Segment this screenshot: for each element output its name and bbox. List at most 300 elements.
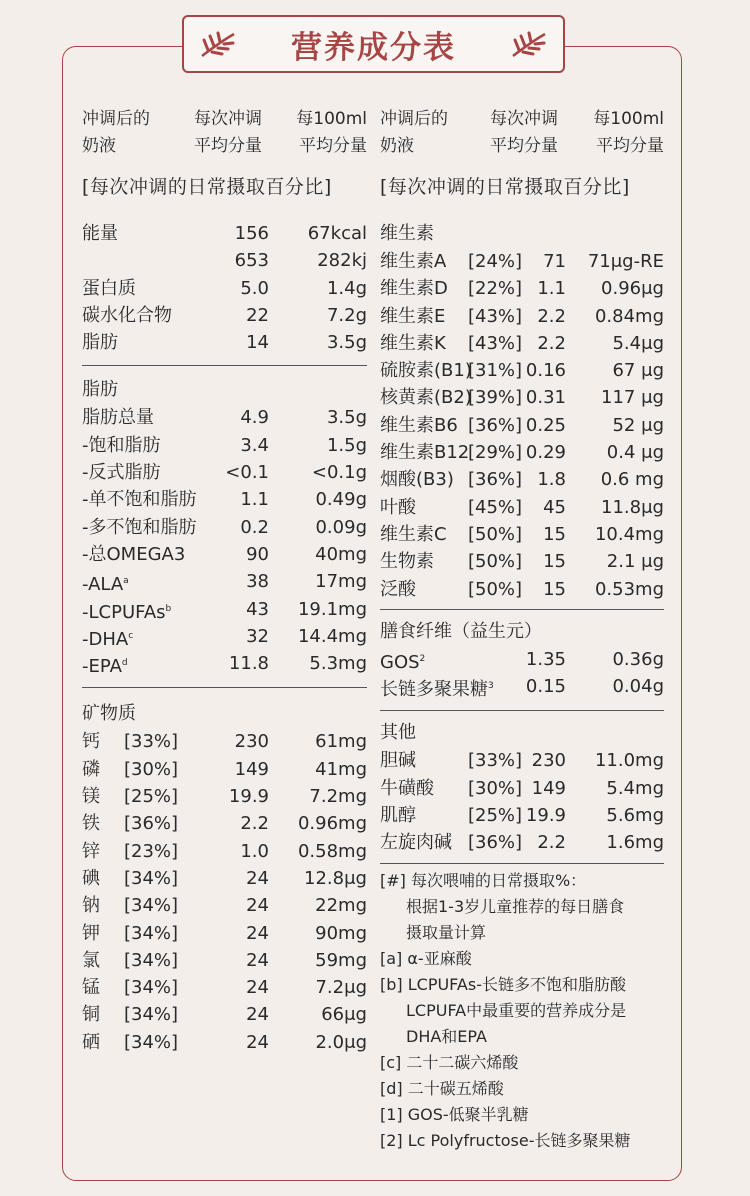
per-100ml-value: 0.09g	[315, 516, 367, 538]
nutrient-name-text: 左旋肉碱	[380, 832, 452, 854]
per-serving-value: 22	[246, 304, 269, 326]
divider	[380, 609, 664, 610]
nutrient-name	[380, 747, 416, 774]
nutrient-name-text: 锌	[82, 840, 100, 862]
nutrient-name-text: 叶酸	[380, 496, 416, 518]
nutrient-name	[82, 974, 100, 1001]
per-serving-value: 43	[246, 598, 269, 620]
per-serving-value: 156	[234, 223, 269, 244]
nutrient-name-text: -LCPUFAs	[82, 601, 166, 623]
per-serving-value: 3.4	[240, 434, 269, 456]
table-row	[380, 275, 664, 302]
per-serving-value: 5.0	[240, 277, 269, 299]
nutrient-name-text: 能量	[82, 223, 118, 244]
per-serving-value: 1.8	[537, 469, 566, 491]
daily-percent: [36%]	[468, 832, 523, 854]
per-100ml-value: 11.8μg	[601, 496, 664, 518]
daily-percent: [22%]	[468, 278, 523, 300]
per-100ml-value: 1.5g	[326, 434, 367, 456]
nutrient-name-text: -ALA	[82, 574, 124, 596]
nutrient-name	[82, 302, 172, 329]
energy-section	[82, 220, 367, 356]
table-row	[82, 865, 367, 892]
per-100ml-value: 19.1mg	[297, 598, 367, 620]
per-serving-value: 2.2	[537, 305, 566, 327]
nutrient-name	[82, 432, 161, 459]
vitamins-list	[380, 248, 664, 603]
footnote-line: LCPUFA中最重要的营养成分是	[406, 1000, 627, 1020]
table-row	[82, 728, 367, 755]
nutrient-name	[82, 756, 100, 783]
footnote-mark: b	[165, 603, 172, 614]
table-row	[82, 920, 367, 947]
table-row	[82, 1001, 367, 1028]
table-row	[82, 247, 367, 274]
per-100ml-value: 0.04g	[612, 676, 664, 698]
nutrient-name-text: 硒	[82, 1031, 100, 1053]
table-row	[82, 486, 367, 513]
section-title: 其他	[380, 722, 416, 744]
right-column	[380, 106, 664, 1154]
table-row	[380, 466, 664, 493]
table-row	[82, 623, 367, 650]
per-serving-value: 19.9	[525, 805, 566, 827]
nutrient-name-text: 肌醇	[380, 805, 416, 827]
per-serving-value: 0.25	[525, 414, 566, 436]
nutrient-name-text: -单不饱和脂肪	[82, 489, 197, 511]
minerals-section	[82, 700, 367, 1056]
title-banner	[182, 15, 565, 73]
nutrient-name-text: 维生素B6	[380, 414, 458, 436]
table-row	[82, 541, 367, 568]
nutrient-name-text: 铁	[82, 813, 100, 835]
nutrient-name-text: 碳水化合物	[82, 304, 172, 326]
per-serving-value: 2.2	[537, 332, 566, 354]
table-row	[380, 494, 664, 521]
per-serving-value: 2.2	[240, 813, 269, 835]
per-100ml-value: 1.6mg	[606, 832, 664, 854]
nutrient-name-text: -反式脂肪	[82, 462, 161, 484]
per-serving-value: 0.16	[525, 360, 566, 382]
nutrient-name	[380, 829, 452, 856]
daily-percent: [24%]	[468, 251, 523, 272]
per-100ml-value: 67 μg	[612, 360, 664, 382]
nutrient-name	[380, 412, 458, 439]
nutrient-name-text: 钙	[82, 731, 100, 753]
nutrient-name-text: 磷	[82, 758, 100, 780]
nutrient-name	[82, 459, 161, 486]
nutrient-name	[82, 541, 185, 568]
per-100ml-value: 3.5g	[326, 407, 367, 429]
header-col3: 每100ml 平均分量	[296, 109, 367, 156]
nutrient-name-text: 铜	[82, 1004, 100, 1026]
nutrient-name-text: 维生素K	[380, 332, 446, 354]
table-row	[82, 783, 367, 810]
per-serving-value: 24	[246, 949, 269, 971]
nutrient-name-text: 牛磺酸	[380, 777, 434, 799]
per-100ml-value: 7.2mg	[309, 786, 367, 808]
nutrient-name-text: 脂肪总量	[82, 407, 154, 429]
nutrient-name	[82, 568, 129, 598]
nutrient-name	[82, 838, 100, 865]
header-col2: 每次冲调 平均分量	[194, 109, 262, 156]
header-col3: 每100ml 平均分量	[593, 109, 664, 156]
table-row	[380, 576, 664, 603]
table-row	[82, 974, 367, 1001]
per-serving-value: 1.35	[525, 648, 566, 670]
column-header	[82, 106, 367, 164]
header-col1: 冲调后的 奶液	[82, 109, 150, 156]
daily-percent: [34%]	[124, 1004, 179, 1026]
table-row	[380, 646, 664, 673]
nutrient-name-text: 烟酸(B3)	[380, 469, 454, 491]
nutrient-name	[82, 920, 100, 947]
daily-percent: [50%]	[468, 523, 523, 545]
table-row	[82, 302, 367, 329]
per-serving-value: 4.9	[240, 407, 269, 429]
nutrient-name-text: -总OMEGA3	[82, 543, 186, 565]
per-serving-value: 149	[234, 758, 269, 780]
per-100ml-value: 17mg	[315, 571, 367, 593]
table-row	[380, 775, 664, 802]
footnote-mark: 2	[419, 653, 426, 664]
per-serving-value: 0.31	[525, 387, 566, 409]
nutrient-name-text: 碘	[82, 867, 100, 889]
per-serving-value: 1.0	[240, 840, 269, 862]
nutrient-name	[380, 646, 425, 676]
per-100ml-value: 14.4mg	[297, 625, 367, 647]
section-title: 矿物质	[82, 703, 136, 725]
nutrient-name-text: GOS	[380, 651, 420, 673]
table-row	[380, 303, 664, 330]
per-100ml-value: 0.96mg	[297, 813, 367, 835]
per-100ml-value: 12.8μg	[304, 867, 367, 889]
table-row	[380, 384, 664, 411]
footnote-line: DHA和EPA	[406, 1026, 487, 1046]
footnote-line: [b] LCPUFAs-长链多不饱和脂肪酸	[380, 974, 626, 994]
per-serving-value: 1.1	[240, 489, 269, 511]
page-title: 营养成分表	[291, 29, 456, 66]
per-serving-value: 32	[246, 625, 269, 647]
per-serving-value: 24	[246, 1004, 269, 1026]
nutrient-name-text: 钾	[82, 922, 100, 944]
table-row	[380, 747, 664, 774]
divider	[380, 710, 664, 711]
nutrient-name	[380, 384, 472, 411]
nutrient-name	[380, 673, 494, 703]
divider	[82, 687, 367, 688]
notes-list	[380, 868, 664, 1154]
nutrient-name-text: 维生素E	[380, 305, 446, 327]
nutrient-name-text: 维生素C	[380, 523, 447, 545]
left-column	[82, 106, 367, 1056]
per-100ml-value: 0.49g	[315, 489, 367, 511]
nutrient-name	[82, 783, 100, 810]
nutrient-name-text: 氯	[82, 949, 100, 971]
nutrient-name-text: 长链多聚果糖	[380, 679, 488, 701]
table-row	[82, 514, 367, 541]
nutrient-name	[82, 865, 100, 892]
per-100ml-value: 0.58mg	[297, 840, 367, 862]
nutrient-name	[82, 220, 118, 247]
table-row	[82, 838, 367, 865]
nutrient-name	[82, 623, 133, 653]
section-title: 脂肪	[82, 379, 118, 401]
energy-list	[82, 220, 367, 356]
nutrient-name-text: 锰	[82, 977, 100, 999]
nutrient-name-text: 维生素D	[380, 278, 448, 300]
nutrient-name	[380, 357, 472, 384]
per-100ml-value: 5.4mg	[606, 777, 664, 799]
nutrient-name	[380, 775, 434, 802]
nutrient-name-text: 维生素A	[380, 251, 447, 272]
footnote-line: 摄取量计算	[406, 922, 487, 942]
nutrient-name	[380, 330, 446, 357]
per-serving-value: 38	[246, 571, 269, 593]
nutrient-name-text: -多不饱和脂肪	[82, 516, 197, 538]
per-100ml-value: 61mg	[315, 731, 367, 753]
daily-percent: [45%]	[468, 496, 523, 518]
daily-percent: [30%]	[124, 758, 179, 780]
per-100ml-value: 0.4 μg	[606, 442, 664, 464]
footnote-mark: d	[121, 658, 128, 669]
daily-percent: [34%]	[124, 949, 179, 971]
column-header	[380, 106, 664, 164]
nutrient-name	[82, 596, 171, 626]
daily-percent: [34%]	[124, 1031, 179, 1053]
per-serving-value: 15	[543, 578, 566, 600]
per-100ml-value: 10.4mg	[594, 523, 664, 545]
per-100ml-value: 0.6 mg	[600, 469, 664, 491]
footnote-line: [c] 二十二碳六烯酸	[380, 1052, 519, 1072]
daily-percent: [33%]	[468, 750, 523, 772]
nutrient-name	[380, 576, 416, 603]
nutrient-name-text: -EPA	[82, 656, 122, 678]
nutrient-name	[82, 1001, 100, 1028]
per-serving-value: 15	[543, 551, 566, 573]
divider	[380, 863, 664, 864]
table-row	[380, 248, 664, 275]
daily-percent: [50%]	[468, 551, 523, 573]
nutrient-name	[380, 248, 446, 275]
per-serving-value: 14	[246, 332, 269, 354]
footnote-mark: c	[128, 630, 134, 641]
nutrient-name	[380, 439, 469, 466]
nutrient-name	[82, 404, 154, 431]
per-serving-value: 71	[543, 251, 566, 272]
nutrient-name-text: 生物素	[380, 551, 434, 573]
fat-section	[82, 376, 367, 677]
per-serving-value: 11.8	[228, 653, 269, 675]
per-serving-value: 24	[246, 977, 269, 999]
per-serving-value: 653	[234, 250, 269, 272]
divider	[82, 365, 367, 366]
per-100ml-value: <0.1g	[311, 462, 367, 484]
per-100ml-value: 5.4μg	[612, 332, 664, 354]
daily-percent: [36%]	[468, 414, 523, 436]
nutrient-name-text: 脂肪	[82, 332, 118, 354]
per-100ml-value: 71μg-RE	[587, 251, 664, 272]
table-row	[380, 330, 664, 357]
daily-percent: [29%]	[468, 442, 523, 464]
pct-note: [每次冲调的日常摄取百分比]	[380, 176, 630, 198]
per-serving-value: 90	[246, 543, 269, 565]
nutrient-name	[380, 466, 454, 493]
per-100ml-value: 5.3mg	[309, 653, 367, 675]
footnote-mark: a	[123, 576, 129, 587]
nutrient-name-text: 泛酸	[380, 578, 416, 600]
leaf-left-icon	[198, 30, 238, 60]
section-title: 维生素	[380, 223, 434, 244]
daily-percent: [43%]	[468, 332, 523, 354]
table-row	[82, 756, 367, 783]
vitamins-section	[380, 220, 664, 603]
table-row	[82, 596, 367, 623]
footnote-mark: 3	[488, 681, 494, 692]
per-100ml-value: 0.36g	[612, 648, 664, 670]
nutrient-name-text: 核黄素(B2)	[380, 387, 472, 409]
per-serving-value: 230	[531, 750, 566, 772]
per-100ml-value: 52 μg	[612, 414, 664, 436]
minerals-list	[82, 728, 367, 1056]
footnotes	[380, 868, 664, 1154]
nutrient-name	[82, 486, 197, 513]
table-row	[82, 810, 367, 837]
fiber-list	[380, 646, 664, 701]
nutrient-name	[380, 303, 445, 330]
nutrient-name	[82, 650, 128, 680]
per-serving-value: 0.2	[240, 516, 269, 538]
section-title: 膳食纤维（益生元）	[380, 620, 542, 642]
per-serving-value: 24	[246, 922, 269, 944]
daily-percent: [25%]	[124, 786, 179, 808]
per-serving-value: 2.2	[537, 832, 566, 854]
footnote-line: [1] GOS-低聚半乳糖	[380, 1104, 529, 1124]
per-100ml-value: 5.6mg	[606, 805, 664, 827]
per-serving-value: 19.9	[228, 786, 269, 808]
per-serving-value: 0.29	[525, 442, 566, 464]
footnote-line: [2] Lc Polyfructose-长链多聚果糖	[380, 1130, 631, 1150]
nutrient-name-text: 钠	[82, 895, 100, 917]
table-row	[82, 432, 367, 459]
daily-percent: [50%]	[468, 578, 523, 600]
others-list	[380, 747, 664, 856]
table-row	[380, 521, 664, 548]
daily-percent: [34%]	[124, 977, 179, 999]
daily-percent: [36%]	[468, 469, 523, 491]
nutrient-name	[380, 802, 416, 829]
per-100ml-value: 22mg	[315, 895, 367, 917]
per-100ml-value: 2.1 μg	[606, 551, 664, 573]
leaf-right-icon	[509, 30, 549, 60]
per-100ml-value: 41mg	[315, 758, 367, 780]
per-100ml-value: 7.2μg	[315, 977, 367, 999]
nutrient-name-text: -DHA	[82, 628, 129, 650]
table-row	[82, 947, 367, 974]
per-serving-value: 149	[531, 777, 566, 799]
per-100ml-value: 90mg	[315, 922, 367, 944]
per-serving-value: 24	[246, 1031, 269, 1053]
daily-percent: [31%]	[468, 360, 523, 382]
table-row	[380, 802, 664, 829]
daily-percent: [23%]	[124, 840, 179, 862]
nutrient-name-text: 镁	[82, 786, 100, 808]
nutrient-name	[82, 810, 100, 837]
per-100ml-value: 0.84mg	[594, 305, 664, 327]
table-row	[82, 275, 367, 302]
table-row	[82, 459, 367, 486]
fiber-section	[380, 618, 664, 701]
table-row	[380, 548, 664, 575]
per-100ml-value: 117 μg	[601, 387, 664, 409]
table-row	[82, 220, 367, 247]
table-row	[380, 439, 664, 466]
per-100ml-value: 3.5g	[326, 332, 367, 354]
per-serving-value: <0.1	[225, 462, 269, 484]
nutrient-name	[82, 728, 100, 755]
per-serving-value: 45	[543, 496, 566, 518]
nutrient-name-text: -饱和脂肪	[82, 434, 161, 456]
per-serving-value: 15	[543, 523, 566, 545]
nutrient-name-text: 蛋白质	[82, 277, 136, 299]
nutrient-name	[82, 514, 197, 541]
per-serving-value: 0.15	[525, 676, 566, 698]
per-100ml-value: 2.0μg	[315, 1031, 367, 1053]
table-row	[82, 568, 367, 595]
per-serving-value: 24	[246, 895, 269, 917]
nutrient-name	[380, 494, 416, 521]
daily-percent: [34%]	[124, 895, 179, 917]
per-serving-value: 1.1	[537, 278, 566, 300]
per-100ml-value: 11.0mg	[594, 750, 664, 772]
daily-percent: [36%]	[124, 813, 179, 835]
footnote-line: [d] 二十碳五烯酸	[380, 1078, 504, 1098]
footnote-line: 根据1-3岁儿童推荐的每日膳食	[406, 896, 625, 916]
table-row	[82, 650, 367, 677]
per-serving-value: 24	[246, 867, 269, 889]
nutrient-name-text: 胆碱	[380, 750, 416, 772]
daily-percent: [43%]	[468, 305, 523, 327]
table-row	[82, 329, 367, 356]
daily-percent: [25%]	[468, 805, 523, 827]
daily-percent: [34%]	[124, 867, 179, 889]
pct-note: [每次冲调的日常摄取百分比]	[82, 176, 332, 198]
table-row	[82, 1029, 367, 1056]
daily-percent: [39%]	[468, 387, 523, 409]
table-row	[380, 829, 664, 856]
per-100ml-value: 59mg	[315, 949, 367, 971]
per-100ml-value: 282kj	[317, 250, 367, 272]
table-row	[380, 673, 664, 700]
per-100ml-value: 67kcal	[307, 223, 367, 244]
nutrient-name	[82, 275, 136, 302]
nutrient-name	[380, 521, 447, 548]
nutrient-name	[82, 947, 100, 974]
fat-list	[82, 404, 367, 677]
per-100ml-value: 1.4g	[326, 277, 367, 299]
table-row	[380, 412, 664, 439]
nutrient-name	[82, 1029, 100, 1056]
nutrient-name	[380, 548, 434, 575]
per-100ml-value: 40mg	[315, 543, 367, 565]
per-100ml-value: 66μg	[321, 1004, 367, 1026]
footnote-line: [#] 每次喂哺的日常摄取%：	[380, 870, 587, 890]
table-row	[82, 892, 367, 919]
table-row	[82, 404, 367, 431]
footnote-line: [a] α-亚麻酸	[380, 948, 472, 968]
per-100ml-value: 0.96μg	[601, 278, 664, 300]
nutrient-name	[82, 329, 118, 356]
